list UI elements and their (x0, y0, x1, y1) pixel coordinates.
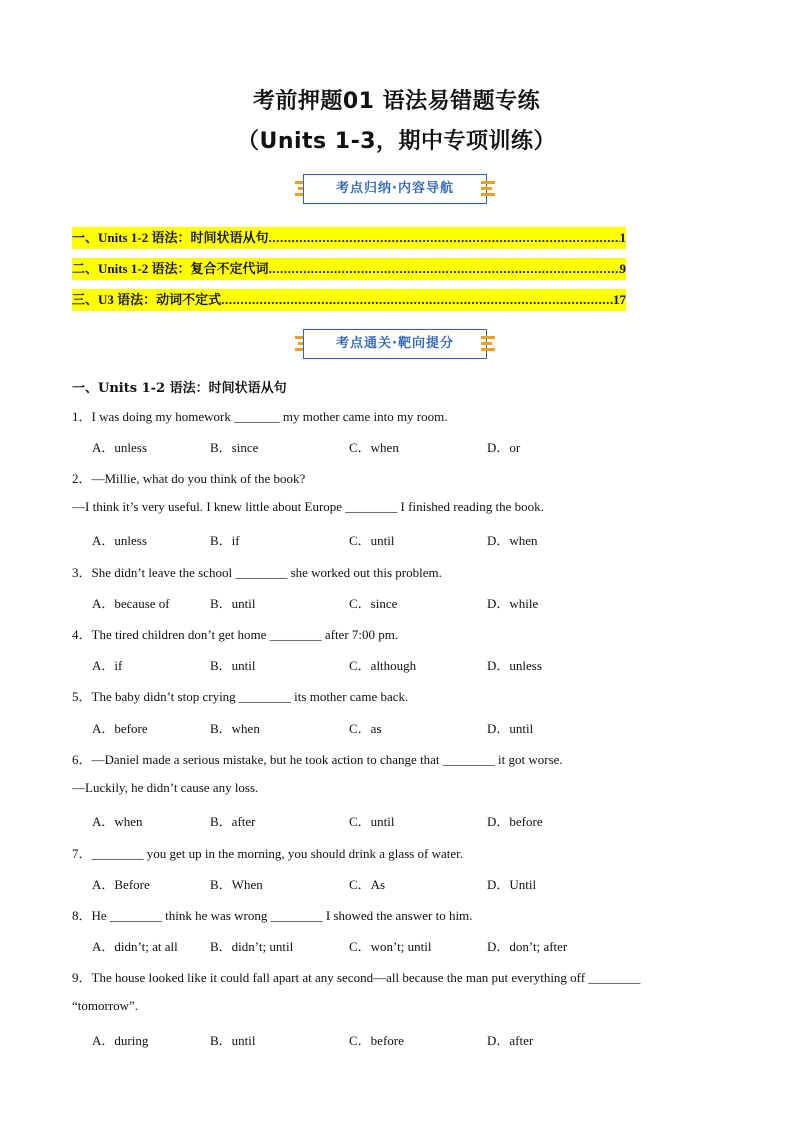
option-c[interactable]: C．since (349, 596, 398, 611)
option-row (92, 655, 652, 673)
toc-leader (268, 258, 619, 280)
option-c[interactable]: C．won’t; until (349, 939, 432, 954)
option-d[interactable]: D．until (487, 721, 534, 736)
option-row (92, 593, 652, 611)
option-c[interactable]: C．as (349, 721, 382, 736)
option-b[interactable]: B．until (210, 596, 256, 611)
option-c[interactable]: C．although (349, 658, 417, 673)
option-d[interactable]: D．or (487, 440, 521, 455)
question-stem: 7．________ you get up in the morning, you should drink a glass of water. (72, 846, 464, 861)
option-row (92, 874, 652, 892)
option-c[interactable]: C．until (349, 533, 395, 548)
question-stem: 3．She didn’t leave the school ________ she worked out this problem. (72, 565, 442, 580)
option-d[interactable]: D．don’t; after (487, 939, 568, 954)
toc-label: 一、Units 1-2 语法：时间状语从句 (72, 230, 269, 245)
question-stem-continued: —I think it’s very useful. I knew little about Europe ________ I finished reading the book. (72, 499, 544, 514)
option-a[interactable]: A．during (92, 1033, 149, 1048)
option-row (92, 718, 652, 736)
question-stem-continued: “tomorrow”. (72, 998, 139, 1013)
question-stem: 8．He ________ think he was wrong ________ I showed the answer to him. (72, 908, 473, 923)
toc-page: 17 (613, 292, 626, 307)
option-a[interactable]: A．if (92, 658, 123, 673)
option-row (92, 437, 652, 455)
question-stem: 6．—Daniel made a serious mistake, but he took action to change that ________ it got worse. (72, 752, 563, 767)
option-row (92, 530, 652, 548)
nav-banner-label: 考点归纳·内容导航 (303, 174, 487, 204)
option-d[interactable]: D．when (487, 533, 538, 548)
option-b[interactable]: B．until (210, 1033, 256, 1048)
practice-banner-label: 考点通关·靶向提分 (303, 329, 487, 359)
toc-item[interactable] (72, 289, 626, 311)
toc-item[interactable] (72, 227, 626, 249)
option-b[interactable]: B．when (210, 721, 260, 736)
option-a[interactable]: A．Before (92, 877, 150, 892)
question-stem: 2．—Millie, what do you think of the book? (72, 471, 306, 486)
page-subtitle: （Units 1-3，期中专项训练） (236, 129, 557, 154)
option-a[interactable]: A．didn’t; at all (92, 939, 178, 954)
option-d[interactable]: D．after (487, 1033, 534, 1048)
toc-page: 1 (619, 230, 626, 245)
question-stem: 4．The tired children don’t get home ________ after 7:00 pm. (72, 627, 399, 642)
question-stem: 9．The house looked like it could fall apart at any second—all because the man put everything off ________ (72, 970, 641, 985)
option-b[interactable]: B．until (210, 658, 256, 673)
right-bars-icon (481, 335, 495, 353)
option-row (92, 936, 652, 954)
option-row (92, 811, 652, 829)
option-b[interactable]: B．if (210, 533, 240, 548)
practice-banner (295, 329, 495, 361)
option-c[interactable]: C．As (349, 877, 386, 892)
option-b[interactable]: B．When (210, 877, 263, 892)
toc-label: 三、U3 语法：动词不定式 (72, 292, 222, 307)
toc-label: 二、Units 1-2 语法：复合不定代词 (72, 261, 269, 276)
right-bars-icon (481, 180, 495, 198)
option-d[interactable]: D．Until (487, 877, 537, 892)
option-a[interactable]: A．when (92, 814, 143, 829)
toc-page: 9 (619, 261, 626, 276)
section-heading: 一、Units 1-2 语法：时间状语从句 (72, 381, 287, 396)
toc-leader (221, 289, 613, 311)
question-stem: 5．The baby didn’t stop crying ________ its mother came back. (72, 689, 409, 704)
option-d[interactable]: D．while (487, 596, 539, 611)
option-b[interactable]: B．after (210, 814, 256, 829)
option-a[interactable]: A．because of (92, 596, 170, 611)
option-d[interactable]: D．unless (487, 658, 542, 673)
toc-item[interactable] (72, 258, 626, 280)
option-c[interactable]: C．when (349, 440, 399, 455)
option-a[interactable]: A．unless (92, 533, 147, 548)
question-stem: 1．I was doing my homework _______ my mother came into my room. (72, 409, 448, 424)
option-b[interactable]: B．since (210, 440, 259, 455)
question-stem-continued: —Luckily, he didn’t cause any loss. (72, 780, 259, 795)
toc-leader (268, 227, 619, 249)
option-c[interactable]: C．until (349, 814, 395, 829)
option-b[interactable]: B．didn’t; until (210, 939, 294, 954)
option-a[interactable]: A．before (92, 721, 148, 736)
nav-banner (295, 174, 495, 206)
option-a[interactable]: A．unless (92, 440, 147, 455)
page-title: 考前押题01 语法易错题专练 (252, 89, 541, 114)
option-row (92, 1030, 652, 1048)
option-c[interactable]: C．before (349, 1033, 404, 1048)
option-d[interactable]: D．before (487, 814, 543, 829)
